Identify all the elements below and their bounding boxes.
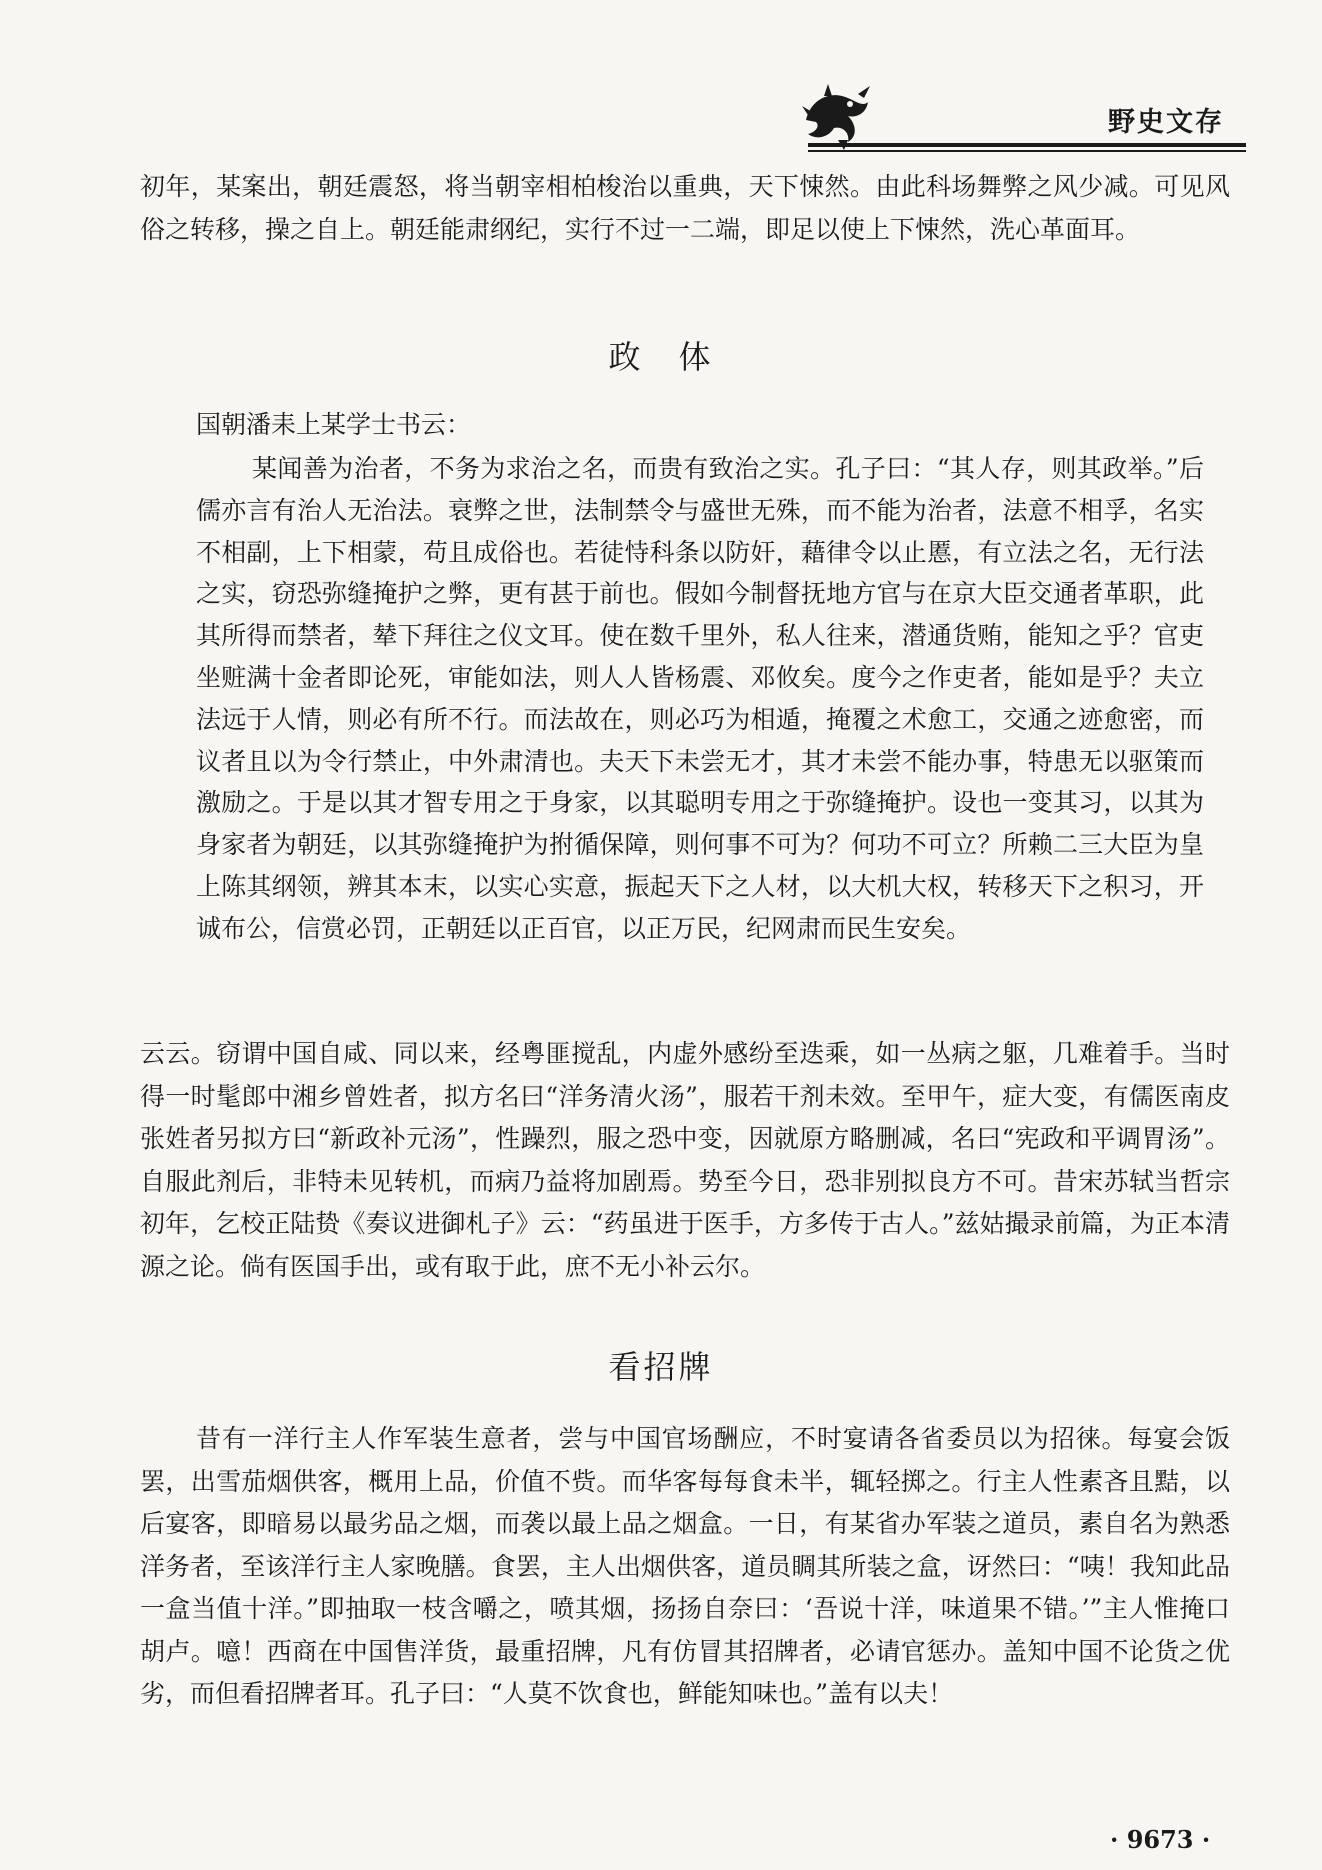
zhengti-commentary-paragraph [140,1033,1230,1288]
zhengti-quote-block [196,448,1204,950]
header-rule-thin [808,150,1246,152]
section-title-zhengti: 政 体 [608,338,714,376]
page-header [0,0,1322,160]
zhengti-quote: 某闻善为治者，不务为求治之名，而贵有致治之实。孔子曰：“其人存，则其政举。”后儒亦言有治人无治法。衰弊之世，法制禁令与盛世无殊，而不能为治者，法意不相孚，名实不相副，上下相蒙，苟且成俗也。若徒恃科条以防奸，藉律令以止慝，有立法之名，无行法之实，窃恐弥缝掩护之弊，更有甚于前也。假如今制督抚地方官与在京大臣交通者革职，此其所得而禁者，辇下拜往之仪文耳。使在数千里外，私人往来，潜通货贿，能知之乎？官吏坐赃满十金者即论死，审能如法，则人人皆杨震、邓攸矣。度今之作吏者，能如是乎？夫立法远于人情，则必有所不行。而法故在，则必巧为相遁，掩覆之术愈工，交通之迹愈密，而议者且以为令行禁止，中外肃清也。夫天下未尝无才，其才未尝不能办事，特患无以驱策而激励之。于是以其才智专用之于身家，以其聪明专用之于弥缝掩护。设也一变其习，以其为身家者为朝廷，以其弥缝掩护为拊循保障，则何事不可为？何功不可立？所赖二三大臣为皇上陈其纲领，辨其本末，以实心实意，振起天下之人材，以大机大权，转移天下之积习，开诚布公，信赏必罚，正朝廷以正百官，以正万民，纪网肃而民生安矣。 [196,454,1204,943]
zhengti-commentary: 云云。窃谓中国自咸、同以来，经粤匪搅乱，内虚外感纷至迭乘，如一丛病之躯，几难着手。当时得一时髦郎中湘乡曾姓者，拟方名曰“洋务清火汤”，服若干剂未效。至甲午，症大变，有儒医南皮张姓者另拟方曰“新政补元汤”，性躁烈，服之恐中变，因就原方略删减，名曰“宪政和平调胃汤”。自服此剂后，非特未见转机，而病乃益将加剧焉。势至今日，恐非别拟良方不可。昔宋苏轼当哲宗初年，乞校正陆贽《奏议进御札子》云：“药虽进于医手，方多传于古人。”兹姑撮录前篇，为正本清源之论。倘有医国手出，或有取于此，庶不无小补云尔。 [140,1039,1230,1281]
kanzhaopai-paragraph [140,1418,1230,1716]
page-number: · 9673 · [1110,1825,1211,1854]
header-rule-thick [808,143,1246,147]
zhengti-lead: 国朝潘耒上某学士书云： [196,410,472,439]
intro-text: 初年，某案出，朝廷震怒，将当朝宰相柏梭治以重典，天下悚然。由此科场舞弊之风少减。可见风俗之转移，操之自上。朝廷能肃纲纪，实行不过一二端，即足以使上下悚然，洗心革面耳。 [140,172,1230,244]
section-title-kanzhaopai: 看招牌 [608,1348,714,1386]
dragon-icon [798,80,878,150]
zhengti-lead-paragraph [140,404,1230,447]
header-title: 野史文存 [1108,107,1224,138]
kanzhaopai-text: 昔有一洋行主人作军装生意者，尝与中国官场酬应，不时宴请各省委员以为招徕。每宴会饭罢，出雪茄烟供客，概用上品，价值不赀。而华客每每食未半，辄轻掷之。行主人性素吝且黠，以后宴客，即暗易以最劣品之烟，而袭以最上品之烟盒。一日，有某省办军装之道员，素自名为熟悉洋务者，至该洋行主人家晚膳。食罢，主人出烟供客，道员睭其所装之盒，讶然曰：“咦！我知此品一盒当值十洋。”即抽取一枝含嚼之，喷其烟，扬扬自奈曰：‘吾说十洋，味道果不错。’”主人惟掩口胡卢。噫！西商在中国售洋货，最重招牌，凡有仿冒其招牌者，必请官惩办。盖知中国不论货之优劣，而但看招牌者耳。孔子曰：“人莫不饮食也，鲜能知味也。”盖有以夫！ [140,1424,1230,1708]
intro-paragraph [140,166,1230,251]
